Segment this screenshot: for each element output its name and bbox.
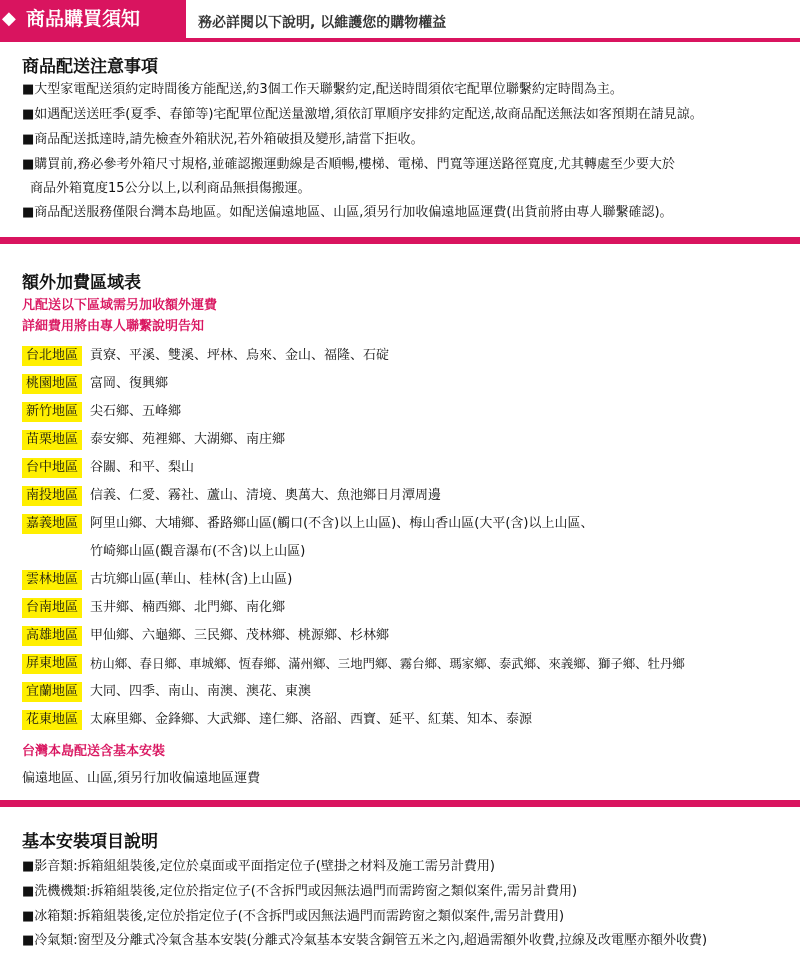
shipping-title: 商品配送注意事項 bbox=[22, 57, 158, 77]
zone-name: 桃園地區 bbox=[22, 374, 82, 394]
shipping-line: ■商品配送服務僅限台灣本島地區。如配送偏遠地區、山區,須另行加收偏遠地區運費(出貨前將由專人聯繫確認)。 bbox=[22, 205, 673, 220]
zone-areas: 富岡、復興鄉 bbox=[90, 376, 169, 391]
zone-row bbox=[22, 710, 782, 732]
header-bar bbox=[0, 0, 800, 42]
zone-name: 宜蘭地區 bbox=[22, 682, 82, 702]
zone-areas: 信義、仁愛、霧社、蘆山、清境、奧萬大、魚池鄉日月潭周邊 bbox=[90, 488, 442, 503]
zone-areas: 泰安鄉、苑裡鄉、大湖鄉、南庄鄉 bbox=[90, 432, 286, 447]
zone-row bbox=[22, 626, 782, 648]
zone-row bbox=[22, 486, 782, 508]
zone-row bbox=[22, 542, 782, 564]
install-line: ■洗機機類:拆箱組裝後,定位於指定位子(不含拆門或因無法過門而需跨窗之類似案件,需另計費用) bbox=[22, 884, 578, 899]
zone-row bbox=[22, 458, 782, 480]
zone-name: 高雄地區 bbox=[22, 626, 82, 646]
shipping-line: 商品外箱寬度15公分以上,以利商品無損傷搬運。 bbox=[30, 181, 311, 196]
zone-name: 屏東地區 bbox=[22, 654, 82, 674]
zone-areas: 尖石鄉、五峰鄉 bbox=[90, 404, 182, 419]
header-tab bbox=[0, 0, 186, 38]
zone-row bbox=[22, 514, 782, 536]
extra-fee-note: 凡配送以下區域需另加收額外運費 bbox=[22, 298, 218, 313]
shipping-line: ■購買前,務必參考外箱尺寸規格,並確認搬運動線是否順暢,樓梯、電梯、門寬等運送路徑寬度,尤其轉處至少要大於 bbox=[22, 157, 675, 172]
zone-name: 苗栗地區 bbox=[22, 430, 82, 450]
header-note: 務必詳閱以下說明, 以維護您的購物權益 bbox=[198, 15, 447, 31]
shipping-line: ■大型家電配送須約定時間後方能配送,約3個工作天聯繫約定,配送時間須依宅配單位聯繫約定時間為主。 bbox=[22, 82, 623, 97]
install-line: ■冰箱類:拆箱組裝後,定位於指定位子(不含拆門或因無法過門而需跨窗之類似案件,需另計費用) bbox=[22, 909, 565, 924]
section-divider bbox=[0, 800, 800, 807]
extra-fee-footer: 偏遠地區、山區,須另行加收偏遠地區運費 bbox=[22, 771, 261, 786]
extra-fee-note: 詳細費用將由專人聯繫說明告知 bbox=[22, 319, 205, 334]
zone-row bbox=[22, 682, 782, 704]
zone-name: 台中地區 bbox=[22, 458, 82, 478]
zone-name: 嘉義地區 bbox=[22, 514, 82, 534]
zone-row bbox=[22, 598, 782, 620]
zone-name: 台北地區 bbox=[22, 346, 82, 366]
zone-areas: 谷關、和平、梨山 bbox=[90, 460, 195, 475]
section-divider bbox=[0, 237, 800, 244]
diamond-icon: ◆ bbox=[2, 8, 16, 29]
zone-row bbox=[22, 374, 782, 396]
zone-areas: 竹崎鄉山區(觀音瀑布(不含)以上山區) bbox=[90, 544, 306, 559]
zone-areas: 大同、四季、南山、南澳、澳花、東澳 bbox=[90, 684, 312, 699]
zone-row bbox=[22, 402, 782, 424]
zone-name: 花東地區 bbox=[22, 710, 82, 730]
zone-areas: 玉井鄉、楠西鄉、北門鄉、南化鄉 bbox=[90, 600, 286, 615]
zone-areas: 阿里山鄉、大埔鄉、番路鄉山區(觸口(不含)以上山區)、梅山香山區(大平(含)以上山區、 bbox=[90, 516, 594, 531]
zone-areas: 貢寮、平溪、雙溪、坪林、烏來、金山、福隆、石碇 bbox=[90, 348, 390, 363]
extra-fee-footer-red: 台灣本島配送含基本安裝 bbox=[22, 744, 166, 759]
zone-name: 雲林地區 bbox=[22, 570, 82, 590]
zone-areas: 甲仙鄉、六龜鄉、三民鄉、茂林鄉、桃源鄉、杉林鄉 bbox=[90, 628, 390, 643]
install-line: ■冷氣類:窗型及分離式冷氣含基本安裝(分離式冷氣基本安裝含銅管五米之內,超過需額外收費,拉線及改電壓亦額外收費) bbox=[22, 933, 708, 948]
zone-row bbox=[22, 654, 782, 676]
install-title: 基本安裝項目說明 bbox=[22, 832, 158, 852]
zone-name: 新竹地區 bbox=[22, 402, 82, 422]
zone-name: 南投地區 bbox=[22, 486, 82, 506]
zone-row bbox=[22, 346, 782, 368]
zone-row bbox=[22, 430, 782, 452]
shipping-line: ■商品配送抵達時,請先檢查外箱狀況,若外箱破損及變形,請當下拒收。 bbox=[22, 132, 424, 147]
shipping-line: ■如遇配送送旺季(夏季、春節等)宅配單位配送量激增,須依訂單順序安排約定配送,故商品配送無法如客預期在請見諒。 bbox=[22, 107, 703, 122]
zone-areas: 枋山鄉、春日鄉、車城鄉、恆春鄉、滿州鄉、三地門鄉、霧台鄉、瑪家鄉、泰武鄉、來義鄉、獅子鄉、牡丹鄉 bbox=[90, 656, 685, 671]
zone-areas: 古坑鄉山區(華山、桂林(含)上山區) bbox=[90, 572, 293, 587]
zone-row bbox=[22, 570, 782, 592]
zone-name: 台南地區 bbox=[22, 598, 82, 618]
zone-areas: 太麻里鄉、金鋒鄉、大武鄉、達仁鄉、洛韶、西寶、延平、紅葉、知本、泰源 bbox=[90, 712, 533, 727]
install-line: ■影音類:拆箱組組裝後,定位於桌面或平面指定位子(壁掛之材料及施工需另計費用) bbox=[22, 859, 495, 874]
page-title: 商品購買須知 bbox=[26, 8, 141, 30]
extra-fee-title: 額外加費區域表 bbox=[22, 273, 141, 293]
